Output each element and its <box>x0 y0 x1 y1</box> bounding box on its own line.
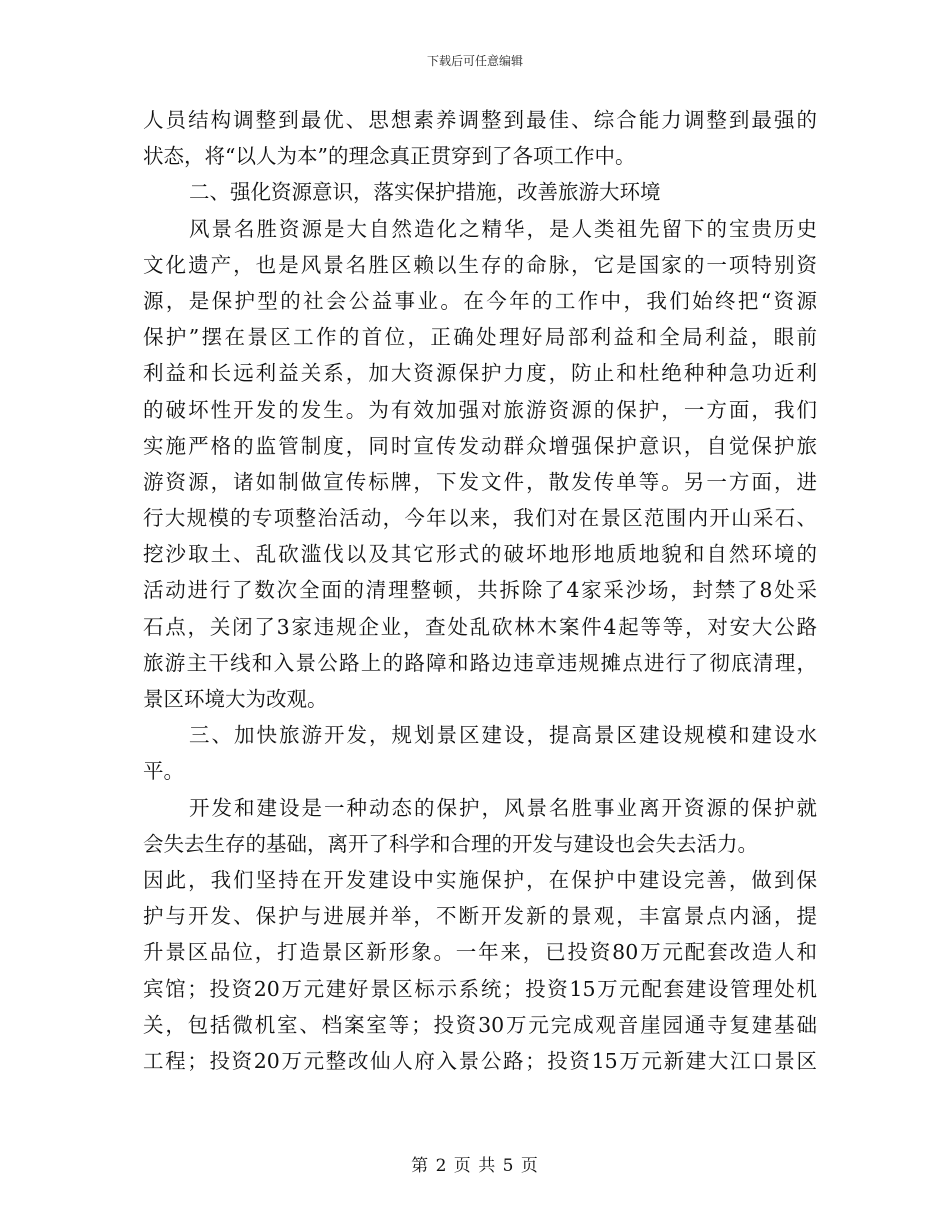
text-line: 工程；投资20万元整改仙人府入景公路；投资15万元新建大江口景区 <box>143 1048 817 1073</box>
text-line: 开发和建设是一种动态的保护，风景名胜事业离开资源的保护就 <box>189 795 817 820</box>
text-line: 会失去生存的基础，离开了科学和合理的开发与建设也会失去活力。 <box>143 831 758 856</box>
page-number: 第 2 页 共 5 页 <box>411 1156 539 1176</box>
text-line: 平。 <box>143 759 184 784</box>
text-line: 因此，我们坚持在开发建设中实施保护，在保护中建设完善，做到保 <box>143 867 817 892</box>
text-line: 源，是保护型的社会公益事业。在今年的工作中，我们始终把“资源 <box>143 288 817 313</box>
text-line: 关，包括微机室、档案室等；投资30万元完成观音崖园通寺复建基础 <box>143 1012 817 1037</box>
text-line: 三、加快旅游开发，规划景区建设，提高景区建设规模和建设水 <box>189 723 817 748</box>
text-line: 利益和长远利益关系，加大资源保护力度，防止和杜绝种种急功近利 <box>143 361 817 386</box>
text-line: 石点，关闭了3家违规企业，查处乱砍林木案件4起等等，对安大公路 <box>143 614 817 639</box>
text-line: 状态，将“以人为本”的理念真正贯穿到了各项工作中。 <box>143 144 636 169</box>
document-body <box>143 102 817 1079</box>
text-line: 的破坏性开发的发生。为有效加强对旅游资源的保护，一方面，我们 <box>143 397 817 422</box>
text-line: 风景名胜资源是大自然造化之精华，是人类祖先留下的宝贵历史 <box>189 216 817 241</box>
text-line: 旅游主干线和入景公路上的路障和路边违章违规摊点进行了彻底清理， <box>143 650 817 675</box>
text-line: 宾馆；投资20万元建好景区标示系统；投资15万元配套建设管理处机 <box>143 976 817 1001</box>
text-line: 行大规模的专项整治活动，今年以来，我们对在景区范围内开山采石、 <box>143 506 817 531</box>
text-line: 二、强化资源意识，落实保护措施，改善旅游大环境 <box>189 180 661 205</box>
text-line: 游资源，诸如制做宣传标牌，下发文件，散发传单等。另一方面，进 <box>143 469 817 494</box>
text-line: 保护”摆在景区工作的首位，正确处理好局部利益和全局利益，眼前 <box>143 325 817 350</box>
text-line: 人员结构调整到最优、思想素养调整到最佳、综合能力调整到最强的 <box>143 108 817 132</box>
text-line: 实施严格的监管制度，同时宣传发动群众增强保护意识，自觉保护旅 <box>143 433 817 458</box>
text-line: 景区环境大为改观。 <box>143 687 328 711</box>
text-line: 护与开发、保护与进展并举，不断开发新的景观，丰富景点内涵，提 <box>143 904 817 929</box>
text-line: 活动进行了数次全面的清理整顿，共拆除了4家采沙场，封禁了8处采 <box>143 578 817 603</box>
text-line: 挖沙取土、乱砍滥伐以及其它形式的破坏地形地质地貌和自然环境的 <box>143 542 817 567</box>
page-header: 下载后可任意编辑 <box>426 54 523 68</box>
text-line: 升景区品位，打造景区新形象。一年来，已投资80万元配套改造人和 <box>143 940 817 965</box>
text-line: 文化遗产，也是风景名胜区赖以生存的命脉，它是国家的一项特别资 <box>143 252 817 277</box>
